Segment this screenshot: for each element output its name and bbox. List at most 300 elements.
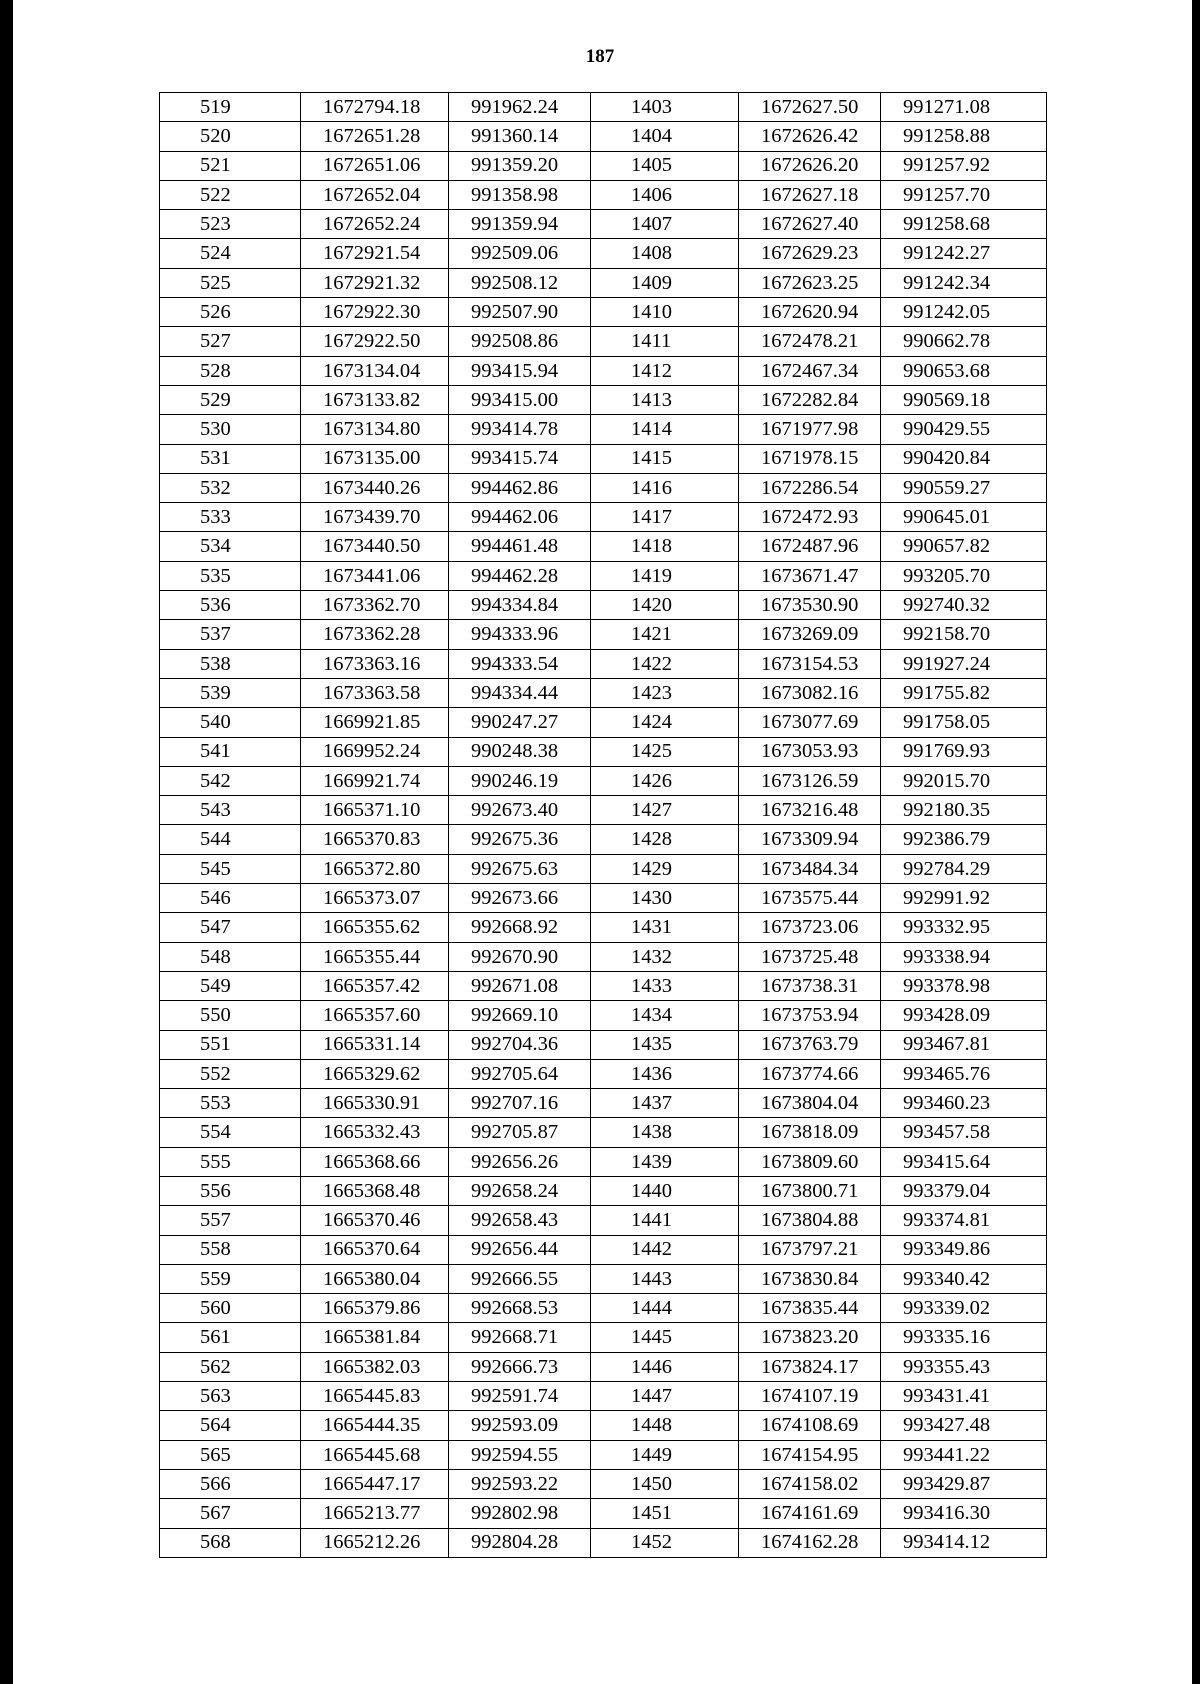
x-coordinate-cell: 1673135.00 (301, 444, 449, 473)
x-coordinate-cell: 1674158.02 (739, 1469, 881, 1498)
x-coordinate-cell: 1665445.83 (301, 1382, 449, 1411)
y-coordinate-cell: 994333.96 (449, 620, 591, 649)
y-coordinate-cell: 993338.94 (881, 942, 1047, 971)
coordinate-table (159, 92, 1047, 1558)
y-coordinate-cell: 992705.64 (449, 1059, 591, 1088)
point-number-cell: 529 (160, 385, 301, 414)
x-coordinate-cell: 1672627.18 (739, 180, 881, 209)
y-coordinate-cell: 991257.70 (881, 180, 1047, 209)
point-number-cell: 559 (160, 1264, 301, 1293)
table-row (160, 122, 1047, 151)
x-coordinate-cell: 1672478.21 (739, 327, 881, 356)
point-number-cell: 519 (160, 93, 301, 122)
x-coordinate-cell: 1673671.47 (739, 561, 881, 590)
point-number-cell: 1407 (591, 210, 739, 239)
x-coordinate-cell: 1673725.48 (739, 942, 881, 971)
x-coordinate-cell: 1673753.94 (739, 1001, 881, 1030)
y-coordinate-cell: 990248.38 (449, 737, 591, 766)
point-number-cell: 1437 (591, 1089, 739, 1118)
x-coordinate-cell: 1673723.06 (739, 913, 881, 942)
y-coordinate-cell: 990657.82 (881, 532, 1047, 561)
table-row (160, 649, 1047, 678)
point-number-cell: 1451 (591, 1499, 739, 1528)
table-row (160, 1264, 1047, 1293)
table-row (160, 1382, 1047, 1411)
y-coordinate-cell: 993339.02 (881, 1294, 1047, 1323)
x-coordinate-cell: 1673804.88 (739, 1206, 881, 1235)
y-coordinate-cell: 992591.74 (449, 1382, 591, 1411)
point-number-cell: 1405 (591, 151, 739, 180)
x-coordinate-cell: 1673738.31 (739, 971, 881, 1000)
table-row (160, 151, 1047, 180)
y-coordinate-cell: 991927.24 (881, 649, 1047, 678)
table-row (160, 1206, 1047, 1235)
table-row (160, 854, 1047, 883)
table-row (160, 825, 1047, 854)
y-coordinate-cell: 991242.05 (881, 298, 1047, 327)
point-number-cell: 1411 (591, 327, 739, 356)
y-coordinate-cell: 991359.94 (449, 210, 591, 239)
table-row (160, 1411, 1047, 1440)
y-coordinate-cell: 993416.30 (881, 1499, 1047, 1528)
point-number-cell: 530 (160, 415, 301, 444)
point-number-cell: 520 (160, 122, 301, 151)
y-coordinate-cell: 992593.22 (449, 1469, 591, 1498)
point-number-cell: 549 (160, 971, 301, 1000)
x-coordinate-cell: 1673823.20 (739, 1323, 881, 1352)
point-number-cell: 1446 (591, 1352, 739, 1381)
y-coordinate-cell: 991242.34 (881, 268, 1047, 297)
point-number-cell: 1429 (591, 854, 739, 883)
point-number-cell: 1421 (591, 620, 739, 649)
x-coordinate-cell: 1665371.10 (301, 796, 449, 825)
point-number-cell: 544 (160, 825, 301, 854)
point-number-cell: 554 (160, 1118, 301, 1147)
x-coordinate-cell: 1672487.96 (739, 532, 881, 561)
x-coordinate-cell: 1665368.66 (301, 1147, 449, 1176)
point-number-cell: 546 (160, 884, 301, 913)
x-coordinate-cell: 1672623.25 (739, 268, 881, 297)
table-row (160, 93, 1047, 122)
point-number-cell: 1422 (591, 649, 739, 678)
y-coordinate-cell: 991242.27 (881, 239, 1047, 268)
table-row (160, 1176, 1047, 1205)
x-coordinate-cell: 1669952.24 (301, 737, 449, 766)
y-coordinate-cell: 992740.32 (881, 591, 1047, 620)
scan-edge-right (1192, 0, 1200, 1684)
x-coordinate-cell: 1673797.21 (739, 1235, 881, 1264)
point-number-cell: 1412 (591, 356, 739, 385)
point-number-cell: 1436 (591, 1059, 739, 1088)
table-row (160, 1001, 1047, 1030)
table-row (160, 1147, 1047, 1176)
x-coordinate-cell: 1665447.17 (301, 1469, 449, 1498)
y-coordinate-cell: 993349.86 (881, 1235, 1047, 1264)
y-coordinate-cell: 992670.90 (449, 942, 591, 971)
x-coordinate-cell: 1674162.28 (739, 1528, 881, 1557)
point-number-cell: 1418 (591, 532, 739, 561)
point-number-cell: 557 (160, 1206, 301, 1235)
x-coordinate-cell: 1672652.24 (301, 210, 449, 239)
x-coordinate-cell: 1674107.19 (739, 1382, 881, 1411)
y-coordinate-cell: 994334.84 (449, 591, 591, 620)
x-coordinate-cell: 1673134.04 (301, 356, 449, 385)
point-number-cell: 1403 (591, 93, 739, 122)
point-number-cell: 568 (160, 1528, 301, 1557)
y-coordinate-cell: 990653.68 (881, 356, 1047, 385)
x-coordinate-cell: 1671977.98 (739, 415, 881, 444)
point-number-cell: 567 (160, 1499, 301, 1528)
table-row (160, 1089, 1047, 1118)
point-number-cell: 1406 (591, 180, 739, 209)
table-row (160, 444, 1047, 473)
table-row (160, 678, 1047, 707)
point-number-cell: 522 (160, 180, 301, 209)
point-number-cell: 540 (160, 708, 301, 737)
x-coordinate-cell: 1673082.16 (739, 678, 881, 707)
point-number-cell: 555 (160, 1147, 301, 1176)
y-coordinate-cell: 992015.70 (881, 766, 1047, 795)
y-coordinate-cell: 990662.78 (881, 327, 1047, 356)
point-number-cell: 531 (160, 444, 301, 473)
point-number-cell: 553 (160, 1089, 301, 1118)
y-coordinate-cell: 991359.20 (449, 151, 591, 180)
x-coordinate-cell: 1665330.91 (301, 1089, 449, 1118)
y-coordinate-cell: 992669.10 (449, 1001, 591, 1030)
table-row (160, 1469, 1047, 1498)
table-row (160, 620, 1047, 649)
y-coordinate-cell: 993427.48 (881, 1411, 1047, 1440)
table-row (160, 913, 1047, 942)
x-coordinate-cell: 1665332.43 (301, 1118, 449, 1147)
point-number-cell: 1452 (591, 1528, 739, 1557)
x-coordinate-cell: 1665329.62 (301, 1059, 449, 1088)
y-coordinate-cell: 994333.54 (449, 649, 591, 678)
x-coordinate-cell: 1673126.59 (739, 766, 881, 795)
x-coordinate-cell: 1672286.54 (739, 473, 881, 502)
x-coordinate-cell: 1665444.35 (301, 1411, 449, 1440)
x-coordinate-cell: 1669921.85 (301, 708, 449, 737)
table-row (160, 1294, 1047, 1323)
point-number-cell: 1416 (591, 473, 739, 502)
x-coordinate-cell: 1673763.79 (739, 1030, 881, 1059)
x-coordinate-cell: 1673809.60 (739, 1147, 881, 1176)
y-coordinate-cell: 993457.58 (881, 1118, 1047, 1147)
x-coordinate-cell: 1665373.07 (301, 884, 449, 913)
x-coordinate-cell: 1672629.23 (739, 239, 881, 268)
point-number-cell: 528 (160, 356, 301, 385)
y-coordinate-cell: 992666.55 (449, 1264, 591, 1293)
point-number-cell: 1439 (591, 1147, 739, 1176)
y-coordinate-cell: 991769.93 (881, 737, 1047, 766)
x-coordinate-cell: 1673363.58 (301, 678, 449, 707)
point-number-cell: 560 (160, 1294, 301, 1323)
point-number-cell: 1420 (591, 591, 739, 620)
x-coordinate-cell: 1665379.86 (301, 1294, 449, 1323)
table-row (160, 473, 1047, 502)
point-number-cell: 536 (160, 591, 301, 620)
table-row (160, 1440, 1047, 1469)
table-row (160, 239, 1047, 268)
y-coordinate-cell: 992668.53 (449, 1294, 591, 1323)
x-coordinate-cell: 1672620.94 (739, 298, 881, 327)
y-coordinate-cell: 991360.14 (449, 122, 591, 151)
x-coordinate-cell: 1671978.15 (739, 444, 881, 473)
y-coordinate-cell: 992802.98 (449, 1499, 591, 1528)
point-number-cell: 1417 (591, 503, 739, 532)
y-coordinate-cell: 993332.95 (881, 913, 1047, 942)
x-coordinate-cell: 1665370.46 (301, 1206, 449, 1235)
point-number-cell: 1413 (591, 385, 739, 414)
point-number-cell: 545 (160, 854, 301, 883)
table-row (160, 1323, 1047, 1352)
y-coordinate-cell: 993415.94 (449, 356, 591, 385)
table-row (160, 591, 1047, 620)
table-row (160, 385, 1047, 414)
y-coordinate-cell: 992705.87 (449, 1118, 591, 1147)
y-coordinate-cell: 993340.42 (881, 1264, 1047, 1293)
y-coordinate-cell: 990246.19 (449, 766, 591, 795)
y-coordinate-cell: 991271.08 (881, 93, 1047, 122)
y-coordinate-cell: 992180.35 (881, 796, 1047, 825)
point-number-cell: 1444 (591, 1294, 739, 1323)
table-row (160, 708, 1047, 737)
point-number-cell: 1427 (591, 796, 739, 825)
table-row (160, 356, 1047, 385)
y-coordinate-cell: 992704.36 (449, 1030, 591, 1059)
point-number-cell: 1428 (591, 825, 739, 854)
y-coordinate-cell: 993429.87 (881, 1469, 1047, 1498)
x-coordinate-cell: 1672921.54 (301, 239, 449, 268)
y-coordinate-cell: 992656.26 (449, 1147, 591, 1176)
y-coordinate-cell: 993205.70 (881, 561, 1047, 590)
x-coordinate-cell: 1674161.69 (739, 1499, 881, 1528)
y-coordinate-cell: 992673.40 (449, 796, 591, 825)
table-row (160, 298, 1047, 327)
point-number-cell: 525 (160, 268, 301, 297)
y-coordinate-cell: 992668.92 (449, 913, 591, 942)
point-number-cell: 547 (160, 913, 301, 942)
point-number-cell: 1408 (591, 239, 739, 268)
point-number-cell: 1414 (591, 415, 739, 444)
point-number-cell: 1447 (591, 1382, 739, 1411)
y-coordinate-cell: 992673.66 (449, 884, 591, 913)
y-coordinate-cell: 993441.22 (881, 1440, 1047, 1469)
x-coordinate-cell: 1669921.74 (301, 766, 449, 795)
x-coordinate-cell: 1665382.03 (301, 1352, 449, 1381)
point-number-cell: 532 (160, 473, 301, 502)
table-row (160, 1030, 1047, 1059)
table-row (160, 942, 1047, 971)
x-coordinate-cell: 1672626.42 (739, 122, 881, 151)
y-coordinate-cell: 990569.18 (881, 385, 1047, 414)
point-number-cell: 1431 (591, 913, 739, 942)
x-coordinate-cell: 1673804.04 (739, 1089, 881, 1118)
table-row (160, 532, 1047, 561)
x-coordinate-cell: 1673774.66 (739, 1059, 881, 1088)
point-number-cell: 523 (160, 210, 301, 239)
point-number-cell: 524 (160, 239, 301, 268)
y-coordinate-cell: 994461.48 (449, 532, 591, 561)
x-coordinate-cell: 1673439.70 (301, 503, 449, 532)
point-number-cell: 1441 (591, 1206, 739, 1235)
table-row (160, 1352, 1047, 1381)
y-coordinate-cell: 992804.28 (449, 1528, 591, 1557)
x-coordinate-cell: 1665213.77 (301, 1499, 449, 1528)
y-coordinate-cell: 994334.44 (449, 678, 591, 707)
point-number-cell: 1423 (591, 678, 739, 707)
y-coordinate-cell: 992991.92 (881, 884, 1047, 913)
point-number-cell: 550 (160, 1001, 301, 1030)
y-coordinate-cell: 993431.41 (881, 1382, 1047, 1411)
y-coordinate-cell: 993414.78 (449, 415, 591, 444)
x-coordinate-cell: 1672282.84 (739, 385, 881, 414)
y-coordinate-cell: 993415.64 (881, 1147, 1047, 1176)
point-number-cell: 1409 (591, 268, 739, 297)
point-number-cell: 1438 (591, 1118, 739, 1147)
y-coordinate-cell: 992509.06 (449, 239, 591, 268)
point-number-cell: 1445 (591, 1323, 739, 1352)
y-coordinate-cell: 994462.28 (449, 561, 591, 590)
point-number-cell: 1425 (591, 737, 739, 766)
x-coordinate-cell: 1673362.28 (301, 620, 449, 649)
coordinate-table-body (160, 93, 1047, 1558)
point-number-cell: 539 (160, 678, 301, 707)
y-coordinate-cell: 992593.09 (449, 1411, 591, 1440)
y-coordinate-cell: 990247.27 (449, 708, 591, 737)
table-row (160, 327, 1047, 356)
x-coordinate-cell: 1665331.14 (301, 1030, 449, 1059)
x-coordinate-cell: 1665445.68 (301, 1440, 449, 1469)
y-coordinate-cell: 990420.84 (881, 444, 1047, 473)
point-number-cell: 535 (160, 561, 301, 590)
x-coordinate-cell: 1672922.30 (301, 298, 449, 327)
y-coordinate-cell: 991258.68 (881, 210, 1047, 239)
y-coordinate-cell: 990559.27 (881, 473, 1047, 502)
x-coordinate-cell: 1665368.48 (301, 1176, 449, 1205)
x-coordinate-cell: 1672921.32 (301, 268, 449, 297)
y-coordinate-cell: 992671.08 (449, 971, 591, 1000)
y-coordinate-cell: 992658.43 (449, 1206, 591, 1235)
x-coordinate-cell: 1673830.84 (739, 1264, 881, 1293)
x-coordinate-cell: 1672651.28 (301, 122, 449, 151)
x-coordinate-cell: 1672627.40 (739, 210, 881, 239)
x-coordinate-cell: 1665355.62 (301, 913, 449, 942)
point-number-cell: 1410 (591, 298, 739, 327)
y-coordinate-cell: 993414.12 (881, 1528, 1047, 1557)
point-number-cell: 538 (160, 649, 301, 678)
x-coordinate-cell: 1665357.42 (301, 971, 449, 1000)
x-coordinate-cell: 1674154.95 (739, 1440, 881, 1469)
y-coordinate-cell: 992386.79 (881, 825, 1047, 854)
y-coordinate-cell: 991258.88 (881, 122, 1047, 151)
y-coordinate-cell: 992675.63 (449, 854, 591, 883)
point-number-cell: 1430 (591, 884, 739, 913)
point-number-cell: 564 (160, 1411, 301, 1440)
x-coordinate-cell: 1673309.94 (739, 825, 881, 854)
y-coordinate-cell: 992656.44 (449, 1235, 591, 1264)
x-coordinate-cell: 1673216.48 (739, 796, 881, 825)
x-coordinate-cell: 1672626.20 (739, 151, 881, 180)
table-row (160, 268, 1047, 297)
y-coordinate-cell: 992158.70 (881, 620, 1047, 649)
y-coordinate-cell: 992508.12 (449, 268, 591, 297)
point-number-cell: 1424 (591, 708, 739, 737)
x-coordinate-cell: 1673800.71 (739, 1176, 881, 1205)
point-number-cell: 565 (160, 1440, 301, 1469)
x-coordinate-cell: 1672627.50 (739, 93, 881, 122)
table-row (160, 561, 1047, 590)
y-coordinate-cell: 993379.04 (881, 1176, 1047, 1205)
x-coordinate-cell: 1673363.16 (301, 649, 449, 678)
y-coordinate-cell: 993465.76 (881, 1059, 1047, 1088)
y-coordinate-cell: 992707.16 (449, 1089, 591, 1118)
y-coordinate-cell: 992668.71 (449, 1323, 591, 1352)
x-coordinate-cell: 1665212.26 (301, 1528, 449, 1557)
x-coordinate-cell: 1673077.69 (739, 708, 881, 737)
point-number-cell: 1434 (591, 1001, 739, 1030)
table-row (160, 1118, 1047, 1147)
point-number-cell: 527 (160, 327, 301, 356)
x-coordinate-cell: 1672794.18 (301, 93, 449, 122)
y-coordinate-cell: 993460.23 (881, 1089, 1047, 1118)
x-coordinate-cell: 1665372.80 (301, 854, 449, 883)
table-row (160, 415, 1047, 444)
table-row (160, 503, 1047, 532)
point-number-cell: 1448 (591, 1411, 739, 1440)
point-number-cell: 541 (160, 737, 301, 766)
point-number-cell: 533 (160, 503, 301, 532)
x-coordinate-cell: 1673484.34 (739, 854, 881, 883)
x-coordinate-cell: 1673835.44 (739, 1294, 881, 1323)
y-coordinate-cell: 993378.98 (881, 971, 1047, 1000)
point-number-cell: 1404 (591, 122, 739, 151)
y-coordinate-cell: 991758.05 (881, 708, 1047, 737)
x-coordinate-cell: 1673818.09 (739, 1118, 881, 1147)
x-coordinate-cell: 1672467.34 (739, 356, 881, 385)
table-row (160, 796, 1047, 825)
point-number-cell: 566 (160, 1469, 301, 1498)
point-number-cell: 558 (160, 1235, 301, 1264)
y-coordinate-cell: 992507.90 (449, 298, 591, 327)
point-number-cell: 1432 (591, 942, 739, 971)
x-coordinate-cell: 1673133.82 (301, 385, 449, 414)
table-row (160, 884, 1047, 913)
point-number-cell: 1426 (591, 766, 739, 795)
y-coordinate-cell: 993415.74 (449, 444, 591, 473)
table-row (160, 1499, 1047, 1528)
point-number-cell: 537 (160, 620, 301, 649)
y-coordinate-cell: 992666.73 (449, 1352, 591, 1381)
y-coordinate-cell: 990645.01 (881, 503, 1047, 532)
y-coordinate-cell: 992508.86 (449, 327, 591, 356)
point-number-cell: 526 (160, 298, 301, 327)
x-coordinate-cell: 1672651.06 (301, 151, 449, 180)
page-number: 187 (585, 46, 615, 67)
x-coordinate-cell: 1673440.50 (301, 532, 449, 561)
y-coordinate-cell: 993428.09 (881, 1001, 1047, 1030)
y-coordinate-cell: 993374.81 (881, 1206, 1047, 1235)
point-number-cell: 534 (160, 532, 301, 561)
x-coordinate-cell: 1673440.26 (301, 473, 449, 502)
x-coordinate-cell: 1673575.44 (739, 884, 881, 913)
table-row (160, 737, 1047, 766)
x-coordinate-cell: 1674108.69 (739, 1411, 881, 1440)
x-coordinate-cell: 1665380.04 (301, 1264, 449, 1293)
point-number-cell: 542 (160, 766, 301, 795)
y-coordinate-cell: 992675.36 (449, 825, 591, 854)
point-number-cell: 1419 (591, 561, 739, 590)
